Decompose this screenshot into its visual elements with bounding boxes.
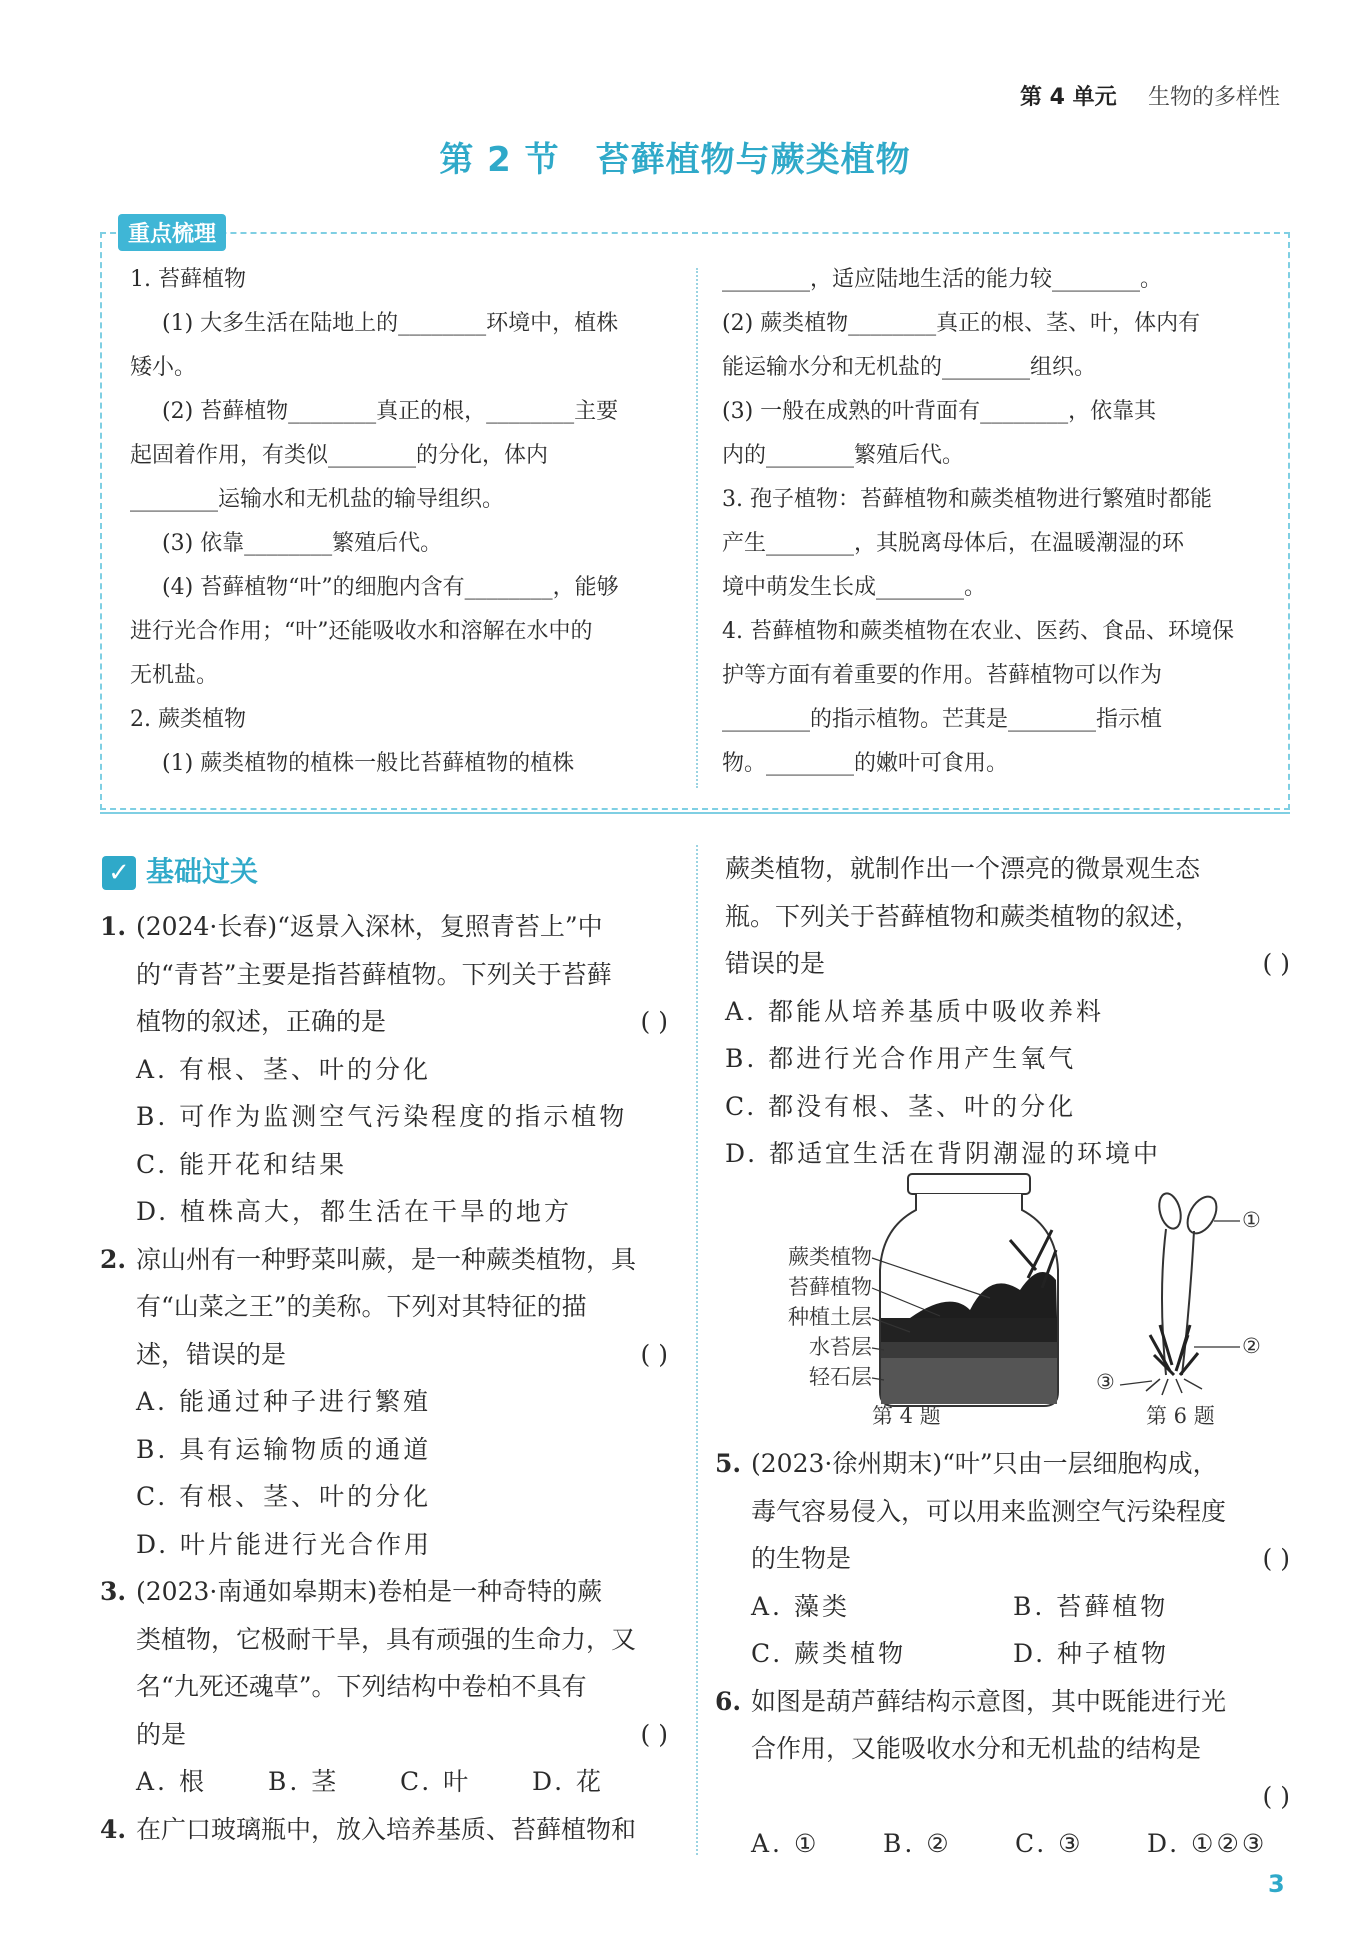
- key-point-line: 矮小。: [130, 355, 197, 380]
- question-text: 合作用，又能吸收水分和无机盐的结构是: [751, 1734, 1202, 1763]
- key-point-line: ________，适应陆地生活的能力较________。: [722, 267, 1163, 292]
- question-number: 5.: [715, 1449, 742, 1478]
- question-2: [100, 1236, 668, 1569]
- question-text: 述，错误的是: [136, 1339, 287, 1369]
- key-point-line: 1. 苔藓植物: [130, 267, 246, 292]
- key-point-line: (2) 苔藓植物________真正的根，________主要: [162, 399, 619, 424]
- answer-bracket[interactable]: ( ): [1262, 1544, 1290, 1573]
- label-moss: 苔藓植物: [788, 1275, 872, 1299]
- question-text: 错误的是: [725, 949, 826, 978]
- key-point-line: (1) 蕨类植物的植株一般比苔藓植物的植株: [162, 751, 575, 776]
- marker-1: ①: [1242, 1208, 1261, 1232]
- key-point-line: (2) 蕨类植物________真正的根、茎、叶，体内有: [722, 311, 1201, 336]
- question-text: 的“青苔”主要是指苔藓植物。下列关于苔藓: [136, 959, 612, 989]
- question-text: 瓶。下列关于苔藓植物和蕨类植物的叙述，: [725, 901, 1201, 931]
- key-point-line: (3) 依靠________繁殖后代。: [162, 531, 443, 556]
- key-points-divider: [696, 268, 698, 788]
- key-point-line: 内的________繁殖后代。: [722, 443, 965, 468]
- option-a: A. ①: [751, 1829, 820, 1858]
- question-5: [715, 1440, 1290, 1678]
- key-points-right-column: [722, 258, 1267, 786]
- key-points-left-column: [130, 258, 675, 786]
- option-d: D. 种子植物: [1013, 1639, 1170, 1668]
- section-rule: [100, 812, 1290, 814]
- answer-bracket[interactable]: ( ): [640, 1007, 668, 1036]
- question-text: (2024·长春)“返景入深林，复照青苔上”中: [136, 912, 603, 941]
- question-text: 植物的叙述，正确的是: [136, 1007, 387, 1036]
- question-number: 1.: [100, 912, 127, 941]
- figure-4-caption: 第 4 题: [872, 1404, 941, 1428]
- key-point-line: 境中萌发生长成________。: [722, 575, 987, 600]
- option-a: A. 根: [136, 1767, 207, 1796]
- figure-6-caption: 第 6 题: [1146, 1404, 1215, 1428]
- checkmark-icon: ✓: [102, 856, 136, 890]
- question-text: 的生物是: [751, 1544, 852, 1573]
- key-point-line: 无机盐。: [130, 663, 219, 688]
- answer-bracket[interactable]: ( ): [640, 1719, 668, 1749]
- unit-subject: 生物的多样性: [1148, 85, 1281, 110]
- question-text: 蕨类植物，就制作出一个漂亮的微景观生态: [725, 854, 1201, 883]
- label-pumice: 轻石层: [809, 1365, 872, 1389]
- key-points-tag: 重点梳理: [118, 214, 226, 251]
- key-point-line: ________运输水和无机盐的输导组织。: [130, 487, 505, 512]
- option-c: C. ③: [1015, 1829, 1084, 1858]
- key-point-line: (4) 苔藓植物“叶”的细胞内含有________，能够: [162, 575, 619, 600]
- question-text: 如图是葫芦藓结构示意图，其中既能进行光: [751, 1686, 1227, 1716]
- section-name: 苔藓植物与蕨类植物: [595, 140, 911, 180]
- key-point-line: (1) 大多生活在陆地上的________环境中，植株: [162, 311, 619, 336]
- option-a: A. 有根、茎、叶的分化: [136, 1054, 431, 1084]
- column-divider: [696, 845, 698, 1855]
- question-number: 2.: [100, 1244, 127, 1274]
- label-soil: 种植土层: [788, 1305, 872, 1329]
- option-c: C. 都没有根、茎、叶的分化: [725, 1091, 1077, 1121]
- answer-bracket[interactable]: ( ): [1262, 949, 1290, 978]
- question-1: [100, 903, 668, 1236]
- key-point-line: ________的指示植物。芒萁是________指示植: [722, 707, 1163, 732]
- left-question-column: [100, 903, 668, 1853]
- marker-3: ③: [1096, 1370, 1115, 1394]
- page-title: [0, 132, 1350, 181]
- question-number: 6.: [715, 1686, 742, 1716]
- question-text: 类植物，它极耐干旱，具有顽强的生命力，又: [136, 1624, 637, 1654]
- key-point-line: 2. 蕨类植物: [130, 707, 246, 732]
- option-b: B. ②: [883, 1829, 952, 1858]
- key-point-line: 能运输水分和无机盐的________组织。: [722, 355, 1097, 380]
- question-text: (2023·南通如皋期末)卷柏是一种奇特的蕨: [136, 1577, 603, 1606]
- answer-bracket[interactable]: ( ): [640, 1339, 668, 1369]
- question-text: 毒气容易侵入，可以用来监测空气污染程度: [751, 1496, 1227, 1526]
- key-point-line: (3) 一般在成熟的叶背面有________，依靠其: [722, 399, 1157, 424]
- question-text: 的是: [136, 1719, 187, 1749]
- marker-2: ②: [1242, 1334, 1261, 1358]
- option-d: D. 花: [532, 1767, 605, 1796]
- question-6: [715, 1678, 1290, 1868]
- option-d: D. 叶片能进行光合作用: [136, 1529, 433, 1559]
- page-number: 3: [1268, 1870, 1285, 1898]
- key-point-line: 物。________的嫩叶可食用。: [722, 751, 1009, 776]
- question-text: 在广口玻璃瓶中，放入培养基质、苔藓植物和: [136, 1814, 637, 1844]
- label-sphagnum: 水苔层: [809, 1335, 872, 1359]
- option-b: B. 茎: [268, 1767, 340, 1796]
- question-text: 有“山菜之王”的美称。下列对其特征的描: [136, 1292, 587, 1321]
- key-point-line: 产生________，其脱离母体后，在温暖潮湿的环: [722, 531, 1185, 556]
- option-b: B. 可作为监测空气污染程度的指示植物: [136, 1102, 628, 1131]
- question-number: 3.: [100, 1577, 127, 1606]
- question-4: [100, 1806, 668, 1854]
- option-d: D. ①②③: [1147, 1829, 1268, 1858]
- option-c: C. 能开花和结果: [136, 1149, 348, 1179]
- question-number: 4.: [100, 1814, 127, 1844]
- key-point-line: 进行光合作用；“叶”还能吸收水和溶解在水中的: [130, 619, 593, 644]
- section-number: 第 2 节: [439, 140, 560, 180]
- option-c: C. 叶: [400, 1767, 472, 1796]
- right-question-column-lower: [715, 1440, 1290, 1868]
- figure-4-labels: [762, 1242, 872, 1392]
- question-text: 名“九死还魂草”。下列结构中卷柏不具有: [136, 1672, 587, 1701]
- right-question-column: [725, 845, 1290, 1178]
- option-b: B. 苔藓植物: [1013, 1591, 1169, 1621]
- option-b: B. 都进行光合作用产生氧气: [725, 1044, 1077, 1073]
- option-a: A. 能通过种子进行繁殖: [136, 1387, 431, 1416]
- option-c: C. 蕨类植物: [751, 1639, 907, 1668]
- label-fern: 蕨类植物: [788, 1245, 872, 1269]
- key-point-line: 4. 苔藓植物和蕨类植物在农业、医药、食品、环境保: [722, 619, 1234, 644]
- option-c: C. 有根、茎、叶的分化: [136, 1482, 432, 1511]
- basics-tag-label: 基础过关: [146, 855, 259, 888]
- option-d: D. 植株高大，都生活在干旱的地方: [136, 1197, 573, 1226]
- question-text: 凉山州有一种野菜叫蕨，是一种蕨类植物，具: [136, 1244, 637, 1274]
- option-a: A. 藻类: [751, 1591, 850, 1621]
- question-3: [100, 1568, 668, 1806]
- option-d: D. 都适宜生活在背阴潮湿的环境中: [725, 1139, 1162, 1168]
- key-point-line: 护等方面有着重要的作用。苔藓植物可以作为: [722, 663, 1163, 688]
- option-b: B. 具有运输物质的通道: [136, 1434, 432, 1464]
- question-text: (2023·徐州期末)“叶”只由一层细胞构成，: [751, 1449, 1218, 1478]
- answer-bracket[interactable]: ( ): [1262, 1781, 1290, 1811]
- key-point-line: 3. 孢子植物：苔藓植物和蕨类植物进行繁殖时都能: [722, 487, 1212, 512]
- basics-tag: [102, 850, 258, 890]
- option-a: A. 都能从培养基质中吸收养料: [725, 996, 1104, 1026]
- unit-label: 第 4 单元: [1020, 85, 1117, 110]
- key-point-line: 起固着作用，有类似________的分化，体内: [130, 443, 549, 468]
